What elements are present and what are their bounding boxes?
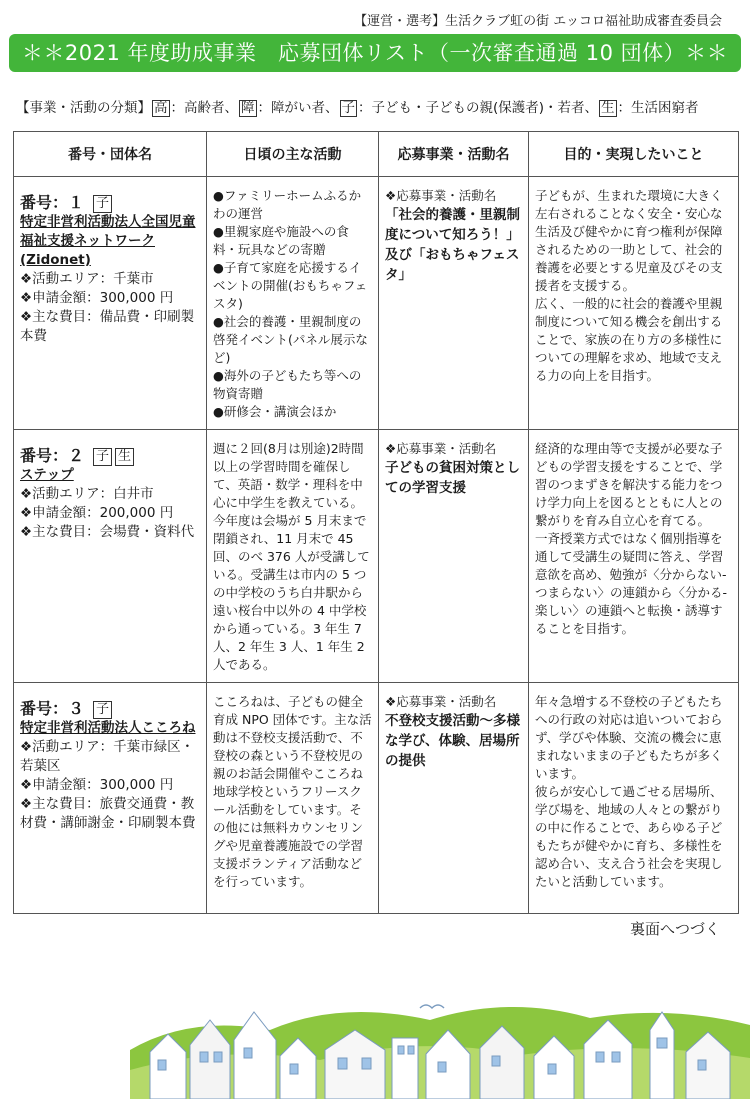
header-project: 応募事業・活動名 — [379, 132, 529, 177]
activity-item: ● 子育て家庭を応援するイベントの開催(おもちゃフェスタ) — [213, 259, 372, 313]
purpose-cell — [529, 177, 739, 430]
header-activities: 日頃の主な活動 — [207, 132, 379, 177]
org-name: 特定非営利活動法人こころね — [20, 720, 196, 736]
entry-number-label: 番号：２ — [20, 446, 85, 465]
project-title: 子どもの貧困対策としての学習支援 — [385, 460, 520, 496]
legend-code-poverty: 生 — [601, 100, 615, 116]
continued-note: 裏面へつづく — [629, 920, 720, 938]
legend-prefix: 【事業・活動の分類】 — [16, 100, 151, 116]
project-cell — [379, 177, 529, 430]
header-purpose: 目的・実現したいこと — [529, 132, 739, 177]
legend-code-children: 子 — [341, 100, 355, 116]
window-icon — [408, 1046, 414, 1054]
requested-amount: ❖ 申請金額：200,000 円 — [20, 504, 200, 523]
entry-number-label: 番号：１ — [20, 193, 85, 212]
window-icon — [657, 1038, 667, 1048]
category-legend — [16, 96, 699, 117]
org-name: 特定非営利活動法人全国児童福祉支援ネットワーク(Zidonet) — [20, 214, 196, 268]
table-row — [14, 683, 739, 914]
activity-area: ❖ 活動エリア：白井市 — [20, 485, 200, 504]
window-icon — [548, 1064, 556, 1074]
purpose-paragraph: 経済的な理由等で支援が必要な子どもの学習支援をすることで、学習のつまずきを解決する能力をつけ学力向上を図るとともに人との繋がりを育み自立心を育てる。 — [535, 441, 723, 528]
category-badge: 生 — [115, 448, 134, 466]
legend-code-elderly: 高 — [154, 100, 168, 116]
tower-icon — [650, 1012, 674, 1099]
bird-icon — [420, 1005, 444, 1008]
window-icon — [214, 1052, 222, 1062]
legend-code-disabled: 障 — [241, 100, 255, 116]
activities-cell — [207, 430, 379, 683]
purpose-paragraph: 広く、一般的に社会的養護や里親制度について知る機会を創出することで、家族の在り方の多様性についての理解を求め、地域で支える力の向上を目指す。 — [535, 296, 723, 383]
activity-item: ● 社会的養護・里親制度の啓発イベント(パネル展示など) — [213, 313, 372, 367]
main-costs: ❖ 主な費目：会場費・資料代 — [20, 523, 200, 542]
window-icon — [158, 1060, 166, 1070]
purpose-paragraph: 一斉授業方式ではなく個別指導を通して受講生の疑問に答え、学習意欲を高め、勉強が〈分からない-つまらない〉の連鎖から〈分かる-楽しい〉の連鎖へと転換・誘導することを目指す。 — [535, 531, 728, 636]
purpose-paragraph: 彼らが安心して過ごせる居場所、学び場を、地域の人々との繋がりの中に作ることで、あらゆる子どもたちが健やかに育ち、多様性を認め合い、支え合う社会を実現したいと活動しています。 — [535, 784, 723, 889]
activities-text: こころねは、子どもの健全育成 NPO 団体です。主な活動は不登校支援活動で、不登校の森という不登校児の親のお話会開催やこころね地球学校というフリースクール活動をしています。その他には無料カウンセリングや児童養護施設での学習支援ボランティア活動などを行っています。 — [213, 694, 372, 889]
project-title: 「社会的養護・里親制度について知ろう！」及び「おもちゃフェスタ」 — [385, 207, 520, 283]
activity-item: ● ファミリーホームふるかわの運営 — [213, 187, 372, 223]
applicant-table — [13, 131, 739, 914]
organization-header: 【運営・選考】生活クラブ虹の街 エッコロ福祉助成審査委員会 — [354, 14, 722, 29]
title-banner: ＊＊2021 年度助成事業 応募団体リスト（一次審査通過 10 団体）＊＊ — [9, 34, 741, 72]
legend-text-children: ：子ども・子どもの親(保護者)・若者、 — [358, 100, 599, 116]
legend-text-poverty: ：生活困窮者 — [617, 100, 699, 116]
org-cell — [14, 177, 207, 430]
org-name: ステップ — [20, 467, 74, 483]
entry-number — [20, 193, 200, 213]
project-label: ❖ 応募事業・活動名 — [385, 693, 522, 711]
category-badge: 子 — [93, 448, 112, 466]
activities-cell — [207, 177, 379, 430]
category-badge: 子 — [93, 701, 112, 719]
main-costs: ❖ 主な費目：旅費交通費・教材費・講師謝金・印刷製本費 — [20, 795, 200, 833]
entry-number-label: 番号：３ — [20, 699, 85, 718]
project-label: ❖ 応募事業・活動名 — [385, 187, 522, 205]
main-costs: ❖ 主な費目：備品費・印刷製本費 — [20, 308, 200, 346]
table-row — [14, 430, 739, 683]
window-icon — [612, 1052, 620, 1062]
window-icon — [596, 1052, 604, 1062]
project-title: 不登校支援活動～多様な学び、体験、居場所の提供 — [385, 713, 520, 769]
project-cell — [379, 430, 529, 683]
table-header-row — [14, 132, 739, 177]
house-icon — [234, 1012, 276, 1099]
purpose-cell — [529, 430, 739, 683]
project-cell — [379, 683, 529, 914]
legend-text-elderly: ：高齢者、 — [170, 100, 238, 116]
activity-area: ❖ 活動エリア：千葉市緑区・若葉区 — [20, 738, 200, 776]
window-icon — [338, 1058, 347, 1069]
project-label: ❖ 応募事業・活動名 — [385, 440, 522, 458]
activity-area: ❖ 活動エリア：千葉市 — [20, 270, 200, 289]
window-icon — [438, 1062, 446, 1072]
window-icon — [698, 1060, 706, 1070]
requested-amount: ❖ 申請金額：300,000 円 — [20, 289, 200, 308]
window-icon — [200, 1052, 208, 1062]
org-cell — [14, 683, 207, 914]
window-icon — [492, 1056, 500, 1066]
town-illustration — [130, 990, 750, 1099]
activities-text: 週に２回(8月は別途)2時間以上の学習時間を確保して、英語・数学・理科を中心に中学生を教えている。今年度は会場が 5 月末まで閉鎖され、11 月末で 45 回、のべ 376 人が受講している。受講生は市内の 5 つの中学校のうち白井駅から遠い桜台中以外の 4 中学校から通っている。3 年生 7 人、2 年生 3 人、1 年生 2 人である。 — [213, 441, 370, 672]
activities-cell — [207, 683, 379, 914]
activity-item: ● 里親家庭や施設への食料・玩具などの寄贈 — [213, 223, 372, 259]
legend-text-disabled: ：障がい者、 — [257, 100, 339, 116]
requested-amount: ❖ 申請金額：300,000 円 — [20, 776, 200, 795]
activity-item: ● 研修会・講演会ほか — [213, 403, 372, 421]
category-badge: 子 — [93, 195, 112, 213]
header-number-org: 番号・団体名 — [14, 132, 207, 177]
purpose-paragraph: 年々急増する不登校の子どもたちへの行政の対応は追いついておらず、学びや体験、交流の機会に恵まれないままの子どもたちが多くいます。 — [535, 694, 723, 781]
purpose-cell — [529, 683, 739, 914]
entry-number — [20, 446, 200, 466]
window-icon — [290, 1064, 298, 1074]
org-cell — [14, 430, 207, 683]
entry-number — [20, 699, 200, 719]
table-row — [14, 177, 739, 430]
window-icon — [244, 1048, 252, 1058]
purpose-paragraph: 子どもが、生まれた環境に大きく左右されることなく安全・安心な生活及び健やかに育つ権利が保障されるための一助として、社会的養護を必要とする児童及びその支援者を支援する。 — [535, 188, 723, 293]
window-icon — [398, 1046, 404, 1054]
activity-item: ● 海外の子どもたち等への物資寄贈 — [213, 367, 372, 403]
window-icon — [362, 1058, 371, 1069]
